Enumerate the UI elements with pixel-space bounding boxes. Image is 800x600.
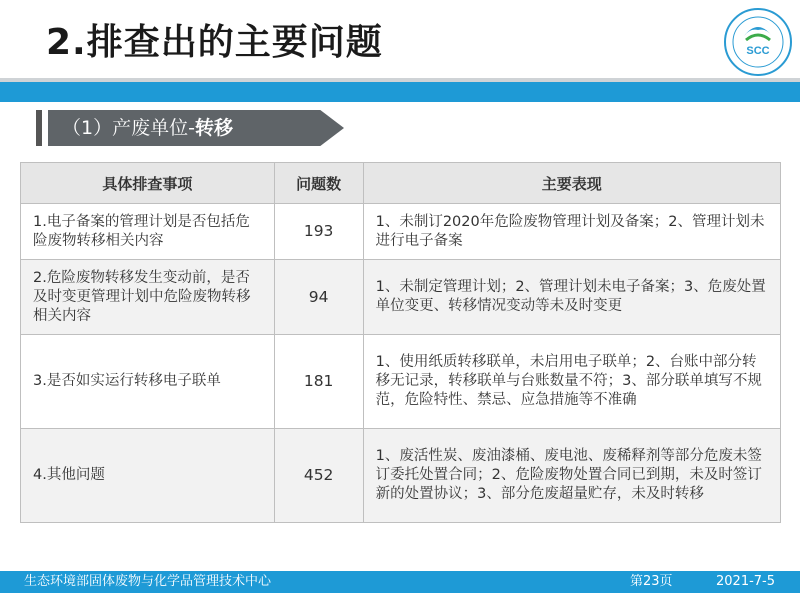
- footer-bar: [0, 571, 800, 593]
- cell-item: 3.是否如实运行转移电子联单: [21, 335, 275, 429]
- footer-page-number: 第23页: [630, 574, 673, 589]
- cell-count: 181: [274, 335, 363, 429]
- header-band: [0, 82, 800, 102]
- cell-item: 4.其他问题: [21, 429, 275, 523]
- header-desc: 主要表现: [363, 163, 780, 204]
- scc-logo-icon: [722, 6, 794, 78]
- table-row: [21, 429, 781, 523]
- table-row: [21, 204, 781, 260]
- table-row: [21, 335, 781, 429]
- cell-count: 452: [274, 429, 363, 523]
- logo-text: SCC: [746, 45, 770, 57]
- cell-item: 1.电子备案的管理计划是否包括危险废物转移相关内容: [21, 204, 275, 260]
- page-title: 2.排查出的主要问题: [46, 22, 383, 63]
- section-heading: [36, 110, 356, 146]
- cell-desc: 1、废活性炭、废油漆桶、废电池、废稀释剂等部分危废未签订委托处置合同；2、危险废物处置合同已到期，未及时签订新的处置协议；3、部分危废超量贮存，未及时转移: [363, 429, 780, 523]
- cell-item: 2.危险废物转移发生变动前，是否及时变更管理计划中危险废物转移相关内容: [21, 260, 275, 335]
- findings-table: [20, 162, 781, 523]
- cell-desc: 1、使用纸质转移联单，未启用电子联单；2、台账中部分转移无记录，转移联单与台账数量不符；3、部分联单填写不规范，危险特性、禁忌、应急措施等不准确: [363, 335, 780, 429]
- cell-desc: 1、未制订2020年危险废物管理计划及备案；2、管理计划未进行电子备案: [363, 204, 780, 260]
- table-row: [21, 260, 781, 335]
- table-header-row: [21, 163, 781, 204]
- cell-count: 193: [274, 204, 363, 260]
- section-label: （1）产废单位-转移: [62, 117, 233, 139]
- section-bar: [36, 110, 42, 146]
- header-count: 问题数: [274, 163, 363, 204]
- cell-desc: 1、未制定管理计划；2、管理计划未电子备案；3、危废处置单位变更、转移情况变动等未及时变更: [363, 260, 780, 335]
- footer-date: 2021-7-5: [716, 574, 776, 589]
- header-item: 具体排查事项: [21, 163, 275, 204]
- cell-count: 94: [274, 260, 363, 335]
- footer-org: 生态环境部固体废物与化学品管理技术中心: [24, 574, 272, 589]
